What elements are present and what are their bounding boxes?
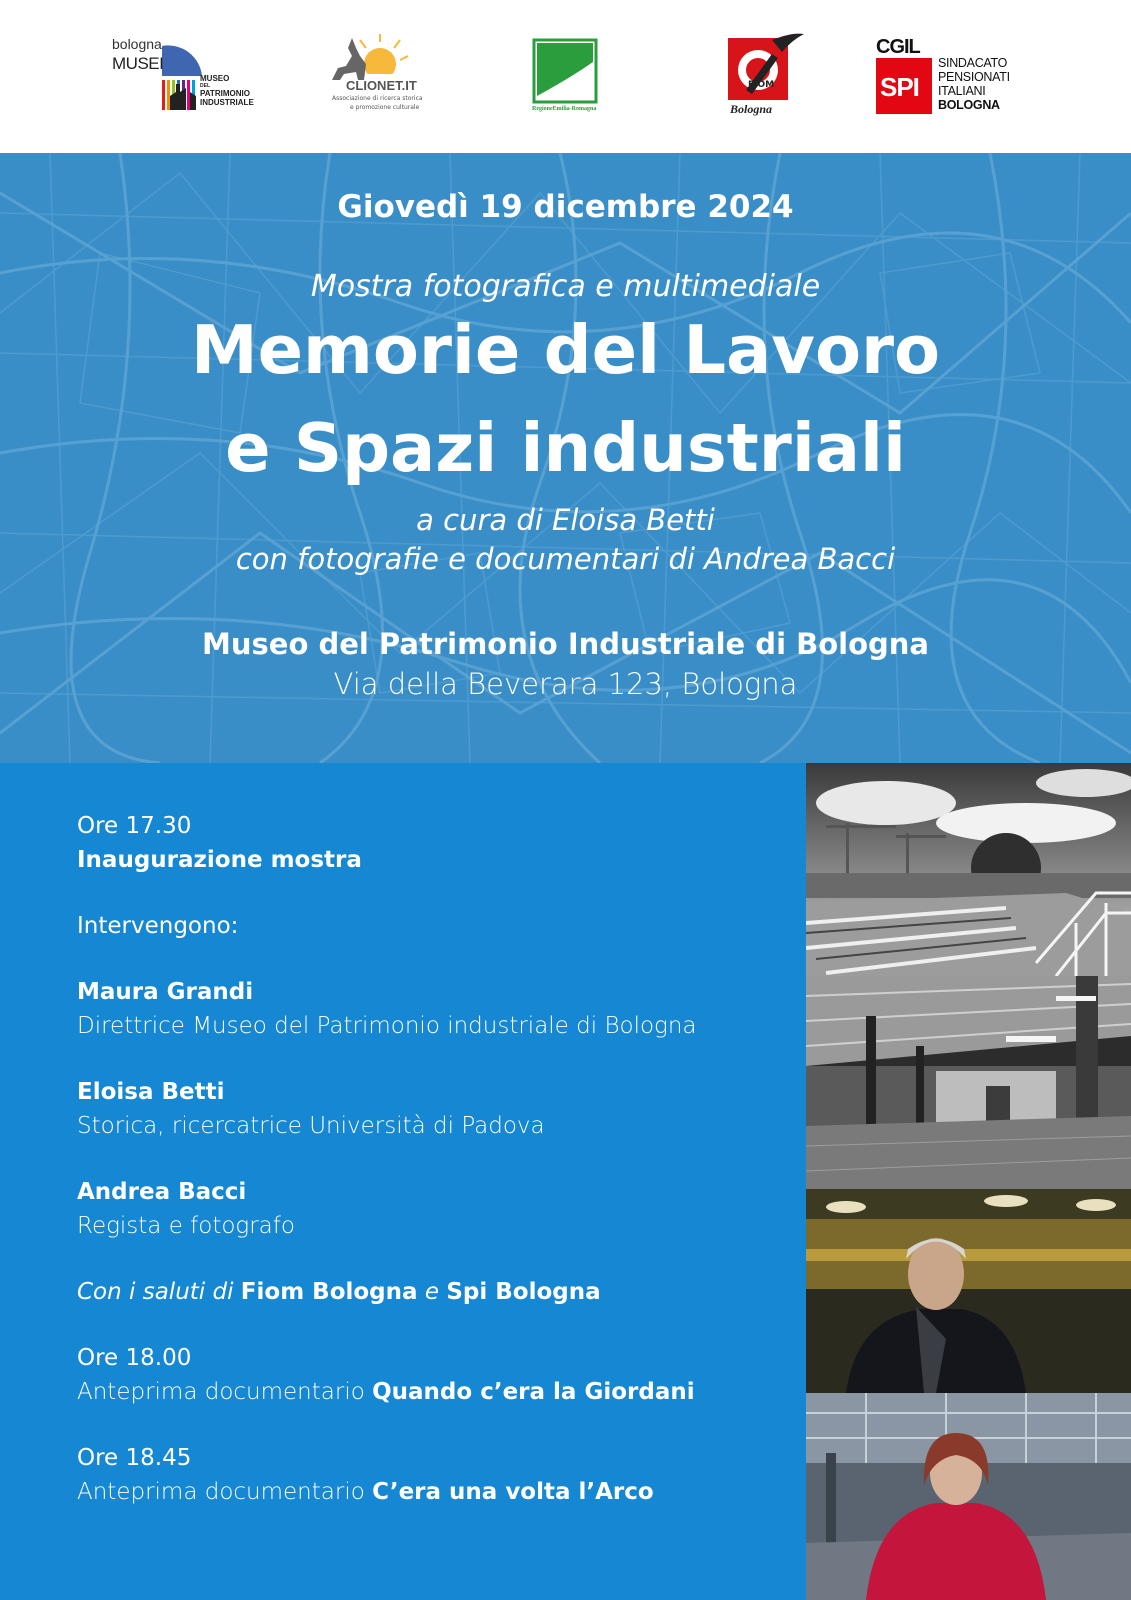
documentary-2 bbox=[77, 1479, 654, 1505]
spi-line: PENSIONATI bbox=[938, 70, 1010, 84]
clionet-logo bbox=[328, 28, 428, 118]
musei-sub-line: PATRIMONIO bbox=[200, 89, 250, 98]
musei-sub-line: INDUSTRIALE bbox=[200, 98, 254, 107]
time-1730: Ore 17.30 bbox=[77, 813, 192, 839]
musei-top-text: bologna bbox=[112, 36, 162, 52]
man-portrait-photo bbox=[806, 1189, 1131, 1393]
time-1800: Ore 18.00 bbox=[77, 1345, 192, 1371]
event-inauguration: Inaugurazione mostra bbox=[77, 847, 362, 873]
speakers-label: Intervengono: bbox=[77, 913, 239, 939]
speaker-name: Andrea Bacci bbox=[77, 1179, 247, 1205]
logo-bar bbox=[0, 0, 1131, 153]
fiom-name: FIOM bbox=[748, 80, 775, 90]
exhibition-kicker: Mostra fotografica e multimediale bbox=[310, 269, 821, 304]
documentary-prefix: Anteprima documentario bbox=[77, 1479, 365, 1505]
exhibition-title-line-2: e Spazi industriali bbox=[225, 409, 906, 487]
event-date: Giovedì 19 dicembre 2024 bbox=[337, 189, 794, 225]
musei-sub-line: DEL bbox=[200, 83, 210, 89]
venue-address: Via della Beverara 123, Bologna bbox=[333, 667, 798, 701]
documentary-1 bbox=[77, 1379, 695, 1405]
cgil-spi-logo bbox=[876, 38, 1026, 118]
musei-sub-line: MUSEO bbox=[200, 74, 230, 83]
spi-line: ITALIANI bbox=[938, 84, 986, 98]
speaker-role: Regista e fotografo bbox=[77, 1213, 295, 1239]
fiom-bologna-logo bbox=[726, 30, 806, 120]
speaker-role: Direttrice Museo del Patrimonio industriale di Bologna bbox=[77, 1013, 697, 1039]
greetings-prefix: Con i saluti di bbox=[77, 1279, 234, 1305]
cgil-text: CGIL bbox=[876, 36, 920, 58]
regione-label: RegioneEmilia-Romagna bbox=[532, 106, 597, 112]
exhibition-title-line-1: Memorie del Lavoro bbox=[190, 311, 941, 389]
time-1845: Ore 18.45 bbox=[77, 1445, 192, 1471]
documentary-title: C’era una volta l’Arco bbox=[372, 1479, 654, 1505]
photo-strip bbox=[806, 763, 1131, 1600]
regione-emilia-romagna-logo bbox=[530, 38, 600, 118]
spi-text: SPI bbox=[880, 72, 919, 102]
venue-name: Museo del Patrimonio Industriale di Bologna bbox=[202, 627, 929, 661]
clionet-tagline-2: e promozione culturale bbox=[350, 104, 420, 111]
industrial-roofs-photo bbox=[806, 763, 1131, 976]
clionet-tagline-1: Associazione di ricerca storica bbox=[332, 95, 423, 102]
hero-section bbox=[0, 153, 1131, 763]
spi-line: BOLOGNA bbox=[938, 98, 1000, 112]
program-section bbox=[0, 763, 806, 1600]
credits-line: con fotografie e documentari di Andrea Bacci bbox=[235, 542, 896, 576]
spi-line: SINDACATO bbox=[938, 56, 1008, 70]
greetings-and: e bbox=[424, 1279, 440, 1305]
documentary-title: Quando c’era la Giordani bbox=[372, 1379, 695, 1405]
factory-hall-photo bbox=[806, 976, 1131, 1189]
greetings-org: Fiom Bologna bbox=[240, 1279, 418, 1305]
speaker-name: Eloisa Betti bbox=[77, 1079, 225, 1105]
bologna-musei-logo bbox=[110, 36, 270, 116]
woman-portrait-photo bbox=[806, 1393, 1131, 1600]
curator-line: a cura di Eloisa Betti bbox=[416, 503, 715, 537]
greetings-org: Spi Bologna bbox=[446, 1279, 601, 1305]
documentary-prefix: Anteprima documentario bbox=[77, 1379, 365, 1405]
speaker-role: Storica, ricercatrice Università di Padova bbox=[77, 1113, 545, 1139]
speaker-name: Maura Grandi bbox=[77, 979, 254, 1005]
greetings-line bbox=[77, 1279, 601, 1305]
musei-main-text: MUSEI bbox=[112, 54, 164, 73]
fiom-city: Bologna bbox=[730, 102, 773, 116]
clionet-name: CLIONET.IT bbox=[346, 78, 417, 93]
